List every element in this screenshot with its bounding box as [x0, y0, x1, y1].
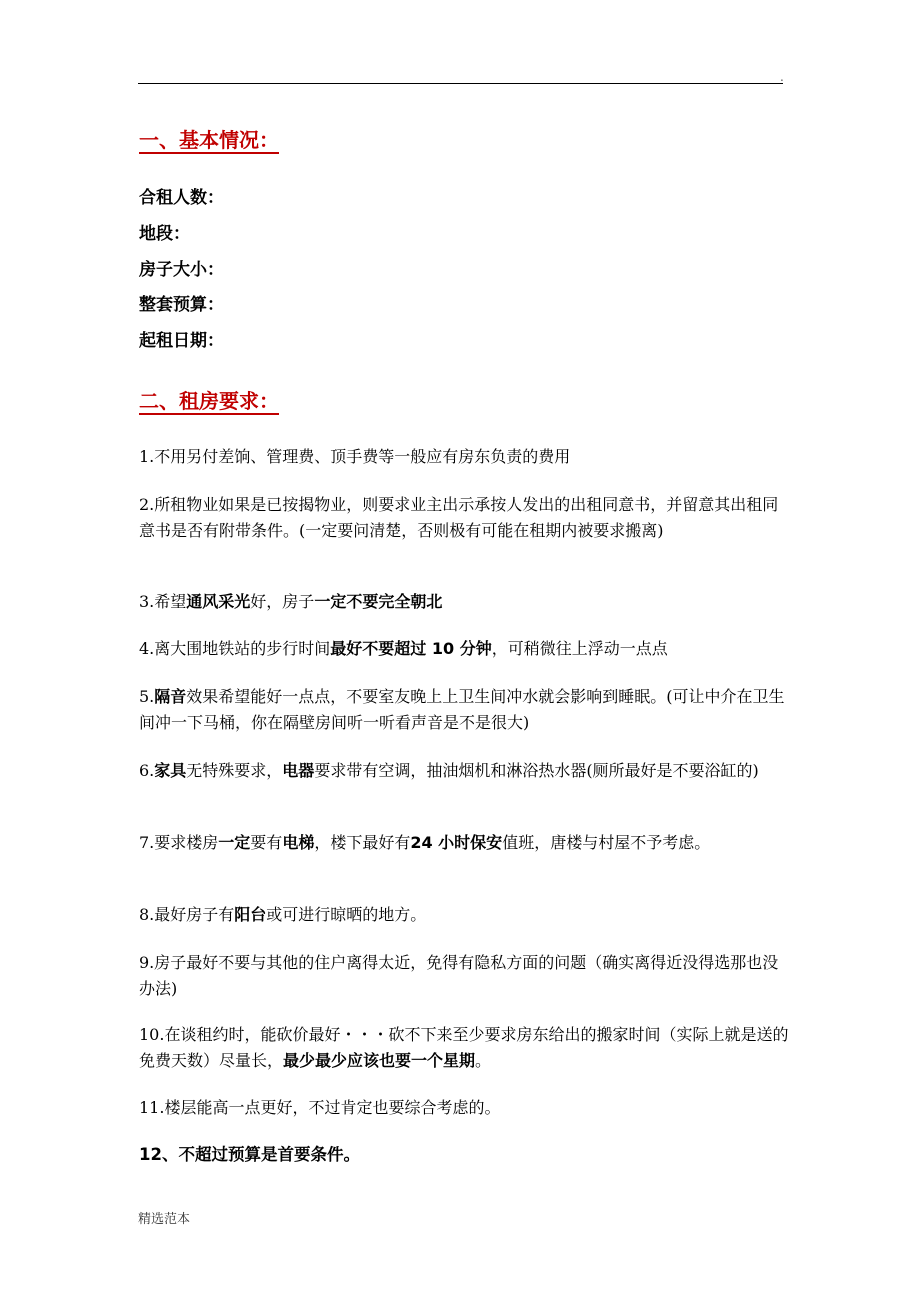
emphasis-text: 最好不要超过 10 分钟: [330, 639, 492, 658]
body-text: ，可稍微往上浮动一点点: [491, 639, 668, 658]
body-text: 8.最好房子有: [139, 905, 235, 924]
body-text: 6.: [139, 761, 155, 780]
requirement-item: [139, 758, 794, 784]
header-rule: [138, 83, 783, 84]
emphasis-text: 一定: [218, 833, 251, 852]
body-text: 3.希望: [139, 592, 187, 611]
emphasis-text: 隔音: [154, 687, 187, 706]
requirement-item: [139, 589, 794, 615]
emphasis-text: 最少最少应该也要一个星期: [283, 1051, 476, 1070]
field-budget: 整套预算：: [139, 295, 224, 315]
body-text: 12、不超过预算是首要条件。: [139, 1145, 360, 1164]
body-text: 5.: [139, 687, 155, 706]
body-text: 好，房子: [250, 592, 315, 611]
field-location: 地段：: [139, 224, 190, 244]
requirement-item: [139, 902, 794, 928]
section-heading-requirements: 二、租房要求：: [139, 389, 279, 413]
emphasis-text: 电器: [282, 761, 315, 780]
requirement-item: [139, 830, 794, 856]
requirement-item: [139, 1022, 794, 1074]
emphasis-text: 24 小时保安: [410, 833, 503, 852]
field-start-date: 起租日期：: [139, 331, 224, 351]
body-text: 。: [475, 1051, 492, 1070]
emphasis-text: 电梯: [282, 833, 315, 852]
body-text: 10.在谈租约时，能砍价最好・・・砍不下来至少要求房东给出的搬家时间（实际上就是送的免费天数）尽量长，: [139, 1025, 789, 1070]
emphasis-text: 家具: [154, 761, 187, 780]
body-text: 或可进行晾晒的地方。: [266, 905, 427, 924]
header-mark: .: [780, 70, 784, 84]
body-text: 效果希望能好一点点，不要室友晚上上卫生间冲水就会影响到睡眠。(可让中介在卫生间冲一下马桶，你在隔壁房间听一听看声音是不是很大): [139, 687, 785, 732]
body-text: 4.离大围地铁站的步行时间: [139, 639, 331, 658]
emphasis-text: 阳台: [234, 905, 267, 924]
requirement-item: [139, 636, 794, 662]
requirement-item: [139, 950, 794, 1002]
body-text: 无特殊要求，: [186, 761, 283, 780]
requirement-item: [139, 1142, 794, 1168]
body-text: 2.所租物业如果是已按揭物业，则要求业主出示承按人发出的出租同意书，并留意其出租同意书是否有附带条件。(一定要问清楚，否则极有可能在租期内被要求搬离): [139, 495, 779, 540]
section-heading-basic: 一、基本情况：: [139, 128, 279, 152]
body-text: 7.要求楼房: [139, 833, 219, 852]
body-text: 1.不用另付差饷、管理费、顶手费等一般应有房东负责的费用: [139, 447, 571, 466]
requirement-item: [139, 444, 794, 470]
body-text: 要求带有空调，抽油烟机和淋浴热水器(厕所最好是不要浴缸的): [314, 761, 759, 780]
body-text: 9.房子最好不要与其他的住户离得太近，免得有隐私方面的问题（确实离得近没得选那也没办法): [139, 953, 779, 998]
requirement-item: [139, 684, 794, 736]
emphasis-text: 通风采光: [186, 592, 251, 611]
footer-label: 精选范本: [138, 1212, 191, 1227]
body-text: 要有: [250, 833, 283, 852]
field-size: 房子大小：: [139, 260, 224, 280]
body-text: 值班，唐楼与村屋不予考虑。: [502, 833, 711, 852]
body-text: 11.楼层能高一点更好，不过肯定也要综合考虑的。: [139, 1098, 501, 1117]
body-text: ，楼下最好有: [314, 833, 411, 852]
field-roommates: 合租人数：: [139, 188, 224, 208]
requirement-item: [139, 492, 794, 544]
emphasis-text: 一定不要完全朝北: [314, 592, 443, 611]
requirement-item: [139, 1095, 794, 1121]
